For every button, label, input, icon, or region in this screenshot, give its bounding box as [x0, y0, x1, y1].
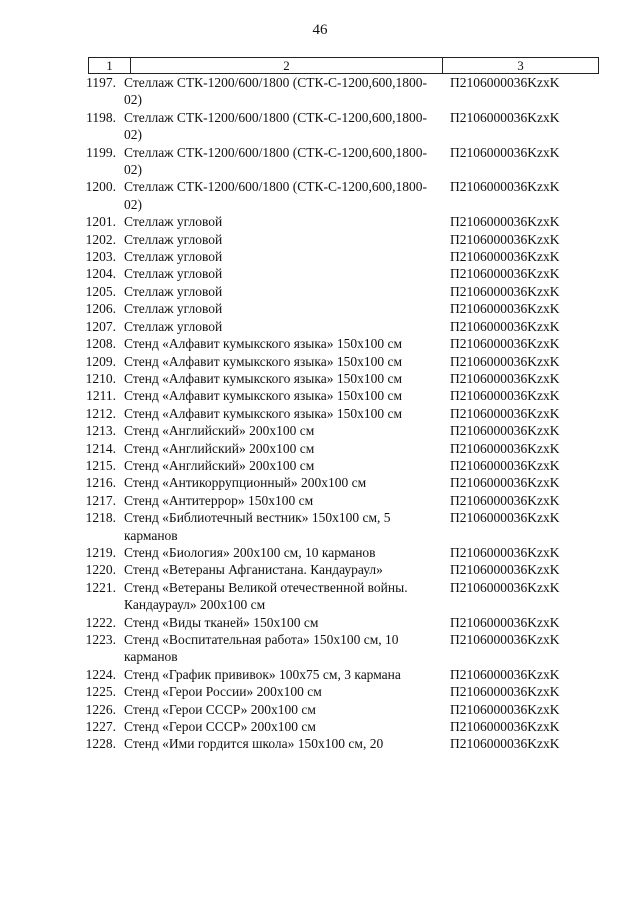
row-code: П2106000036KzxK [450, 388, 560, 404]
row-name: Стеллаж СТК-1200/600/1800 (СТК-С-1200,600,1800-02) [124, 144, 428, 178]
row-code: П2106000036KzxK [450, 249, 560, 265]
row-name: Стеллаж угловой [124, 266, 223, 282]
table-row [0, 265, 640, 282]
row-name: Стенд «Ими гордится школа» 150x100 см, 20 [124, 736, 384, 752]
table-row [0, 614, 640, 631]
row-code: П2106000036KzxK [450, 318, 560, 334]
table-row [0, 561, 640, 578]
row-code: П2106000036KzxK [450, 684, 560, 700]
table-body [0, 74, 640, 753]
table-row [0, 283, 640, 300]
row-code: П2106000036KzxK [450, 562, 560, 578]
table-row [0, 178, 640, 213]
row-name: Стенд «Антикоррупционный» 200x100 см [124, 475, 367, 491]
table-row [0, 422, 640, 439]
table-row [0, 666, 640, 683]
row-code: П2106000036KzxK [450, 614, 560, 630]
row-name: Стеллаж угловой [124, 249, 223, 265]
row-code: П2106000036KzxK [450, 266, 560, 282]
row-code: П2106000036KzxK [450, 109, 560, 125]
table-row [0, 318, 640, 335]
row-name: Стенд «Воспитательная работа» 150x100 см, 10 карманов [124, 632, 399, 665]
row-number: 1206. [85, 301, 116, 317]
row-code: П2106000036KzxK [450, 632, 560, 647]
table-header [88, 57, 599, 74]
table-row [0, 544, 640, 561]
table-row [0, 370, 640, 387]
table-row [0, 74, 640, 109]
table-row [0, 718, 640, 735]
row-name: Стеллаж угловой [124, 214, 223, 230]
row-code: П2106000036KzxK [450, 440, 560, 456]
row-name: Стенд «Алфавит кумыкского языка» 150x100 см [124, 370, 402, 386]
row-name: Стенд «Биология» 200x100 см, 10 карманов [124, 544, 376, 560]
row-name: Стенд «Алфавит кумыкского языка» 150x100 см [124, 336, 402, 352]
row-code: П2106000036KzxK [450, 144, 560, 160]
row-name: Стеллаж угловой [124, 283, 223, 299]
row-name: Стенд «Антитеррор» 150x100 см [124, 492, 314, 508]
row-code: П2106000036KzxK [450, 423, 560, 439]
table-row [0, 387, 640, 404]
row-code: П2106000036KzxK [450, 475, 560, 491]
row-number: 1215. [85, 457, 116, 473]
row-number: 1223. [85, 632, 116, 647]
table-row [0, 353, 640, 370]
row-number: 1224. [85, 666, 116, 682]
row-number: 1228. [85, 736, 116, 752]
header-col-1: 1 [89, 58, 131, 73]
row-number: 1212. [85, 405, 116, 421]
page-number: 46 [312, 22, 328, 38]
row-code: П2106000036KzxK [450, 405, 560, 421]
table-row [0, 509, 640, 544]
row-name: Стенд «Алфавит кумыкского языка» 150x100 см [124, 405, 402, 421]
row-number: 1205. [85, 283, 116, 299]
row-code: П2106000036KzxK [450, 75, 560, 90]
row-number: 1203. [85, 249, 116, 265]
table-row [0, 109, 640, 144]
row-code: П2106000036KzxK [450, 719, 560, 735]
row-name: Стенд «Герои России» 200x100 см [124, 684, 322, 700]
row-number: 1200. [85, 179, 116, 195]
row-number: 1216. [85, 475, 116, 491]
row-name: Стенд «Ветераны Великой отечественной войны. Кандаураул» 200x100 см [124, 579, 408, 613]
row-name: Стеллаж СТК-1200/600/1800 (СТК-С-1200,600,1800-02) [124, 179, 428, 212]
row-number: 1227. [85, 719, 116, 735]
row-number: 1202. [85, 231, 116, 247]
table-row [0, 231, 640, 248]
row-name: Стенд «Герои СССР» 200x100 см [124, 701, 316, 717]
row-code: П2106000036KzxK [450, 579, 560, 595]
table-row [0, 631, 640, 666]
row-code: П2106000036KzxK [450, 179, 560, 195]
row-name: Стенд «Алфавит кумыкского языка» 150x100 см [124, 388, 402, 404]
row-number: 1211. [86, 388, 116, 404]
row-code: П2106000036KzxK [450, 214, 560, 230]
row-name: Стенд «Алфавит кумыкского языка» 150x100 см [124, 353, 402, 369]
row-number: 1225. [85, 684, 116, 700]
row-name: Стенд «Английский» 200x100 см [124, 457, 315, 473]
row-name: Стенд «Английский» 200x100 см [124, 423, 315, 439]
table-row [0, 579, 640, 614]
row-number: 1219. [85, 544, 116, 560]
row-number: 1220. [85, 562, 116, 578]
table-row [0, 405, 640, 422]
row-name: Стенд «Виды тканей» 150x100 см [124, 614, 319, 630]
row-number: 1201. [85, 214, 116, 230]
row-code: П2106000036KzxK [450, 370, 560, 386]
table-row [0, 335, 640, 352]
row-code: П2106000036KzxK [450, 701, 560, 717]
row-name: Стеллаж СТК-1200/600/1800 (СТК-С-1200,600,1800-02) [124, 109, 428, 143]
row-number: 1198. [86, 109, 116, 125]
row-code: П2106000036KzxK [450, 666, 560, 682]
header-col-2: 2 [131, 58, 443, 73]
row-code: П2106000036KzxK [450, 510, 560, 526]
row-number: 1207. [85, 318, 116, 334]
table-row [0, 440, 640, 457]
row-number: 1197. [86, 75, 116, 90]
header-col-3: 3 [517, 58, 524, 73]
row-name: Стенд «Библиотечный вестник» 150x100 см, 5 карманов [124, 510, 391, 543]
row-number: 1199. [86, 144, 116, 160]
row-number: 1210. [85, 370, 116, 386]
table-row [0, 248, 640, 265]
row-name: Стеллаж угловой [124, 231, 223, 247]
row-number: 1213. [85, 423, 116, 439]
table-row [0, 492, 640, 509]
row-code: П2106000036KzxK [450, 492, 560, 508]
table-row [0, 683, 640, 700]
row-name: Стенд «Ветераны Афганистана. Кандаураул» [124, 562, 383, 578]
table-row [0, 735, 640, 752]
table-row [0, 300, 640, 317]
row-code: П2106000036KzxK [450, 544, 560, 560]
row-code: П2106000036KzxK [450, 353, 560, 369]
row-number: 1218. [85, 510, 116, 526]
row-number: 1217. [85, 492, 116, 508]
row-number: 1221. [85, 579, 116, 595]
row-code: П2106000036KzxK [450, 283, 560, 299]
row-number: 1208. [85, 336, 116, 352]
row-name: Стеллаж СТК-1200/600/1800 (СТК-С-1200,600,1800-02) [124, 75, 428, 108]
table-row [0, 213, 640, 230]
table-row [0, 144, 640, 179]
row-name: Стеллаж угловой [124, 318, 223, 334]
row-code: П2106000036KzxK [450, 457, 560, 473]
table-row [0, 474, 640, 491]
row-code: П2106000036KzxK [450, 231, 560, 247]
row-name: Стенд «График прививок» 100x75 см, 3 кармана [124, 666, 401, 682]
row-number: 1226. [85, 701, 116, 717]
table-row [0, 701, 640, 718]
row-number: 1209. [85, 353, 116, 369]
row-code: П2106000036KzxK [450, 301, 560, 317]
table-row [0, 457, 640, 474]
row-number: 1222. [85, 614, 116, 630]
row-number: 1204. [85, 266, 116, 282]
row-number: 1214. [85, 440, 116, 456]
row-name: Стенд «Английский» 200x100 см [124, 440, 315, 456]
row-code: П2106000036KzxK [450, 736, 560, 752]
row-code: П2106000036KzxK [450, 336, 560, 352]
row-name: Стенд «Герои СССР» 200x100 см [124, 719, 316, 735]
row-name: Стеллаж угловой [124, 301, 223, 317]
